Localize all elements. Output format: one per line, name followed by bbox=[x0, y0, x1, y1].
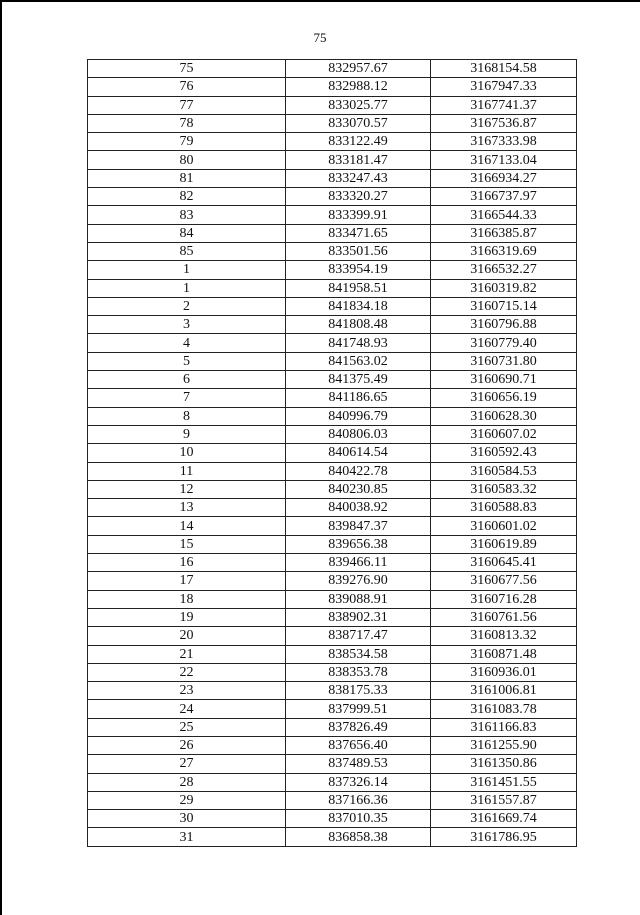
point-number-cell: 16 bbox=[88, 554, 286, 572]
y-coordinate-cell: 3166385.87 bbox=[431, 224, 577, 242]
x-coordinate-cell: 841748.93 bbox=[286, 334, 431, 352]
table-row bbox=[88, 810, 577, 828]
y-coordinate-cell: 3160715.14 bbox=[431, 297, 577, 315]
y-coordinate-cell: 3160583.32 bbox=[431, 480, 577, 498]
y-coordinate-cell: 3160813.32 bbox=[431, 627, 577, 645]
point-number-cell: 11 bbox=[88, 462, 286, 480]
point-number-cell: 21 bbox=[88, 645, 286, 663]
table-row bbox=[88, 608, 577, 626]
table-row bbox=[88, 572, 577, 590]
table-row bbox=[88, 206, 577, 224]
point-number-cell: 25 bbox=[88, 718, 286, 736]
table-row bbox=[88, 242, 577, 260]
point-number-cell: 75 bbox=[88, 60, 286, 78]
x-coordinate-cell: 841375.49 bbox=[286, 371, 431, 389]
point-number-cell: 4 bbox=[88, 334, 286, 352]
y-coordinate-cell: 3161557.87 bbox=[431, 791, 577, 809]
x-coordinate-cell: 833025.77 bbox=[286, 96, 431, 114]
x-coordinate-cell: 837999.51 bbox=[286, 700, 431, 718]
y-coordinate-cell: 3160645.41 bbox=[431, 554, 577, 572]
y-coordinate-cell: 3167947.33 bbox=[431, 78, 577, 96]
x-coordinate-cell: 839276.90 bbox=[286, 572, 431, 590]
y-coordinate-cell: 3166737.97 bbox=[431, 188, 577, 206]
x-coordinate-cell: 840038.92 bbox=[286, 499, 431, 517]
point-number-cell: 28 bbox=[88, 773, 286, 791]
table-row bbox=[88, 736, 577, 754]
x-coordinate-cell: 833954.19 bbox=[286, 261, 431, 279]
y-coordinate-cell: 3161255.90 bbox=[431, 736, 577, 754]
table-row bbox=[88, 480, 577, 498]
x-coordinate-cell: 832988.12 bbox=[286, 78, 431, 96]
coordinate-table-body bbox=[88, 60, 577, 847]
x-coordinate-cell: 841563.02 bbox=[286, 352, 431, 370]
point-number-cell: 24 bbox=[88, 700, 286, 718]
x-coordinate-cell: 837489.53 bbox=[286, 755, 431, 773]
y-coordinate-cell: 3161083.78 bbox=[431, 700, 577, 718]
point-number-cell: 23 bbox=[88, 682, 286, 700]
table-row bbox=[88, 169, 577, 187]
y-coordinate-cell: 3167741.37 bbox=[431, 96, 577, 114]
table-row bbox=[88, 371, 577, 389]
x-coordinate-cell: 839088.91 bbox=[286, 590, 431, 608]
y-coordinate-cell: 3160592.43 bbox=[431, 444, 577, 462]
y-coordinate-cell: 3160716.28 bbox=[431, 590, 577, 608]
y-coordinate-cell: 3160619.89 bbox=[431, 535, 577, 553]
y-coordinate-cell: 3168154.58 bbox=[431, 60, 577, 78]
y-coordinate-cell: 3160607.02 bbox=[431, 425, 577, 443]
x-coordinate-cell: 833399.91 bbox=[286, 206, 431, 224]
point-number-cell: 10 bbox=[88, 444, 286, 462]
x-coordinate-cell: 838353.78 bbox=[286, 663, 431, 681]
table-row bbox=[88, 663, 577, 681]
point-number-cell: 79 bbox=[88, 133, 286, 151]
page-number: 75 bbox=[313, 30, 327, 45]
table-row bbox=[88, 535, 577, 553]
x-coordinate-cell: 832957.67 bbox=[286, 60, 431, 78]
point-number-cell: 2 bbox=[88, 297, 286, 315]
x-coordinate-cell: 840996.79 bbox=[286, 407, 431, 425]
point-number-cell: 5 bbox=[88, 352, 286, 370]
table-row bbox=[88, 828, 577, 846]
table-row bbox=[88, 261, 577, 279]
table-row bbox=[88, 444, 577, 462]
x-coordinate-cell: 833122.49 bbox=[286, 133, 431, 151]
table-row bbox=[88, 96, 577, 114]
y-coordinate-cell: 3160584.53 bbox=[431, 462, 577, 480]
table-row bbox=[88, 499, 577, 517]
y-coordinate-cell: 3166934.27 bbox=[431, 169, 577, 187]
table-row bbox=[88, 114, 577, 132]
x-coordinate-cell: 833320.27 bbox=[286, 188, 431, 206]
y-coordinate-cell: 3161451.55 bbox=[431, 773, 577, 791]
point-number-cell: 31 bbox=[88, 828, 286, 846]
y-coordinate-cell: 3161166.83 bbox=[431, 718, 577, 736]
table-row bbox=[88, 773, 577, 791]
x-coordinate-cell: 841186.65 bbox=[286, 389, 431, 407]
x-coordinate-cell: 839847.37 bbox=[286, 517, 431, 535]
point-number-cell: 8 bbox=[88, 407, 286, 425]
point-number-cell: 26 bbox=[88, 736, 286, 754]
y-coordinate-cell: 3160779.40 bbox=[431, 334, 577, 352]
point-number-cell: 1 bbox=[88, 279, 286, 297]
point-number-cell: 82 bbox=[88, 188, 286, 206]
x-coordinate-cell: 839466.11 bbox=[286, 554, 431, 572]
coordinate-table bbox=[87, 59, 577, 847]
table-row bbox=[88, 590, 577, 608]
point-number-cell: 77 bbox=[88, 96, 286, 114]
table-row bbox=[88, 645, 577, 663]
table-row bbox=[88, 517, 577, 535]
x-coordinate-cell: 840806.03 bbox=[286, 425, 431, 443]
table-row bbox=[88, 425, 577, 443]
table-row bbox=[88, 316, 577, 334]
x-coordinate-cell: 840614.54 bbox=[286, 444, 431, 462]
point-number-cell: 14 bbox=[88, 517, 286, 535]
y-coordinate-cell: 3161669.74 bbox=[431, 810, 577, 828]
x-coordinate-cell: 833471.65 bbox=[286, 224, 431, 242]
x-coordinate-cell: 833247.43 bbox=[286, 169, 431, 187]
x-coordinate-cell: 839656.38 bbox=[286, 535, 431, 553]
table-row bbox=[88, 352, 577, 370]
table-row bbox=[88, 224, 577, 242]
point-number-cell: 17 bbox=[88, 572, 286, 590]
y-coordinate-cell: 3160588.83 bbox=[431, 499, 577, 517]
x-coordinate-cell: 837326.14 bbox=[286, 773, 431, 791]
y-coordinate-cell: 3160690.71 bbox=[431, 371, 577, 389]
y-coordinate-cell: 3161350.86 bbox=[431, 755, 577, 773]
point-number-cell: 18 bbox=[88, 590, 286, 608]
point-number-cell: 83 bbox=[88, 206, 286, 224]
table-row bbox=[88, 279, 577, 297]
y-coordinate-cell: 3160656.19 bbox=[431, 389, 577, 407]
point-number-cell: 81 bbox=[88, 169, 286, 187]
table-row bbox=[88, 755, 577, 773]
point-number-cell: 6 bbox=[88, 371, 286, 389]
table-row bbox=[88, 334, 577, 352]
table-row bbox=[88, 133, 577, 151]
point-number-cell: 3 bbox=[88, 316, 286, 334]
x-coordinate-cell: 841958.51 bbox=[286, 279, 431, 297]
point-number-cell: 30 bbox=[88, 810, 286, 828]
point-number-cell: 7 bbox=[88, 389, 286, 407]
y-coordinate-cell: 3160796.88 bbox=[431, 316, 577, 334]
x-coordinate-cell: 837166.36 bbox=[286, 791, 431, 809]
point-number-cell: 9 bbox=[88, 425, 286, 443]
point-number-cell: 19 bbox=[88, 608, 286, 626]
scan-border-top bbox=[0, 0, 640, 2]
point-number-cell: 1 bbox=[88, 261, 286, 279]
x-coordinate-cell: 841834.18 bbox=[286, 297, 431, 315]
table-row bbox=[88, 389, 577, 407]
x-coordinate-cell: 841808.48 bbox=[286, 316, 431, 334]
point-number-cell: 27 bbox=[88, 755, 286, 773]
x-coordinate-cell: 837010.35 bbox=[286, 810, 431, 828]
y-coordinate-cell: 3166544.33 bbox=[431, 206, 577, 224]
x-coordinate-cell: 836858.38 bbox=[286, 828, 431, 846]
y-coordinate-cell: 3161006.81 bbox=[431, 682, 577, 700]
point-number-cell: 20 bbox=[88, 627, 286, 645]
x-coordinate-cell: 838902.31 bbox=[286, 608, 431, 626]
point-number-cell: 78 bbox=[88, 114, 286, 132]
point-number-cell: 76 bbox=[88, 78, 286, 96]
y-coordinate-cell: 3167333.98 bbox=[431, 133, 577, 151]
table-row bbox=[88, 60, 577, 78]
table-row bbox=[88, 78, 577, 96]
y-coordinate-cell: 3167133.04 bbox=[431, 151, 577, 169]
x-coordinate-cell: 833070.57 bbox=[286, 114, 431, 132]
y-coordinate-cell: 3160761.56 bbox=[431, 608, 577, 626]
point-number-cell: 15 bbox=[88, 535, 286, 553]
table-row bbox=[88, 682, 577, 700]
point-number-cell: 85 bbox=[88, 242, 286, 260]
y-coordinate-cell: 3160601.02 bbox=[431, 517, 577, 535]
table-row bbox=[88, 151, 577, 169]
y-coordinate-cell: 3166319.69 bbox=[431, 242, 577, 260]
x-coordinate-cell: 837826.49 bbox=[286, 718, 431, 736]
y-coordinate-cell: 3160319.82 bbox=[431, 279, 577, 297]
x-coordinate-cell: 840422.78 bbox=[286, 462, 431, 480]
table-row bbox=[88, 407, 577, 425]
table-row bbox=[88, 462, 577, 480]
x-coordinate-cell: 840230.85 bbox=[286, 480, 431, 498]
table-row bbox=[88, 554, 577, 572]
point-number-cell: 80 bbox=[88, 151, 286, 169]
table-row bbox=[88, 627, 577, 645]
y-coordinate-cell: 3161786.95 bbox=[431, 828, 577, 846]
x-coordinate-cell: 838175.33 bbox=[286, 682, 431, 700]
y-coordinate-cell: 3160936.01 bbox=[431, 663, 577, 681]
x-coordinate-cell: 838717.47 bbox=[286, 627, 431, 645]
point-number-cell: 29 bbox=[88, 791, 286, 809]
x-coordinate-cell: 837656.40 bbox=[286, 736, 431, 754]
point-number-cell: 84 bbox=[88, 224, 286, 242]
table-row bbox=[88, 718, 577, 736]
x-coordinate-cell: 838534.58 bbox=[286, 645, 431, 663]
y-coordinate-cell: 3160628.30 bbox=[431, 407, 577, 425]
y-coordinate-cell: 3160871.48 bbox=[431, 645, 577, 663]
scan-border-left bbox=[0, 0, 2, 915]
x-coordinate-cell: 833501.56 bbox=[286, 242, 431, 260]
y-coordinate-cell: 3160731.80 bbox=[431, 352, 577, 370]
x-coordinate-cell: 833181.47 bbox=[286, 151, 431, 169]
point-number-cell: 22 bbox=[88, 663, 286, 681]
y-coordinate-cell: 3167536.87 bbox=[431, 114, 577, 132]
table-row bbox=[88, 297, 577, 315]
point-number-cell: 12 bbox=[88, 480, 286, 498]
table-row bbox=[88, 700, 577, 718]
point-number-cell: 13 bbox=[88, 499, 286, 517]
y-coordinate-cell: 3160677.56 bbox=[431, 572, 577, 590]
table-row bbox=[88, 791, 577, 809]
table-row bbox=[88, 188, 577, 206]
y-coordinate-cell: 3166532.27 bbox=[431, 261, 577, 279]
